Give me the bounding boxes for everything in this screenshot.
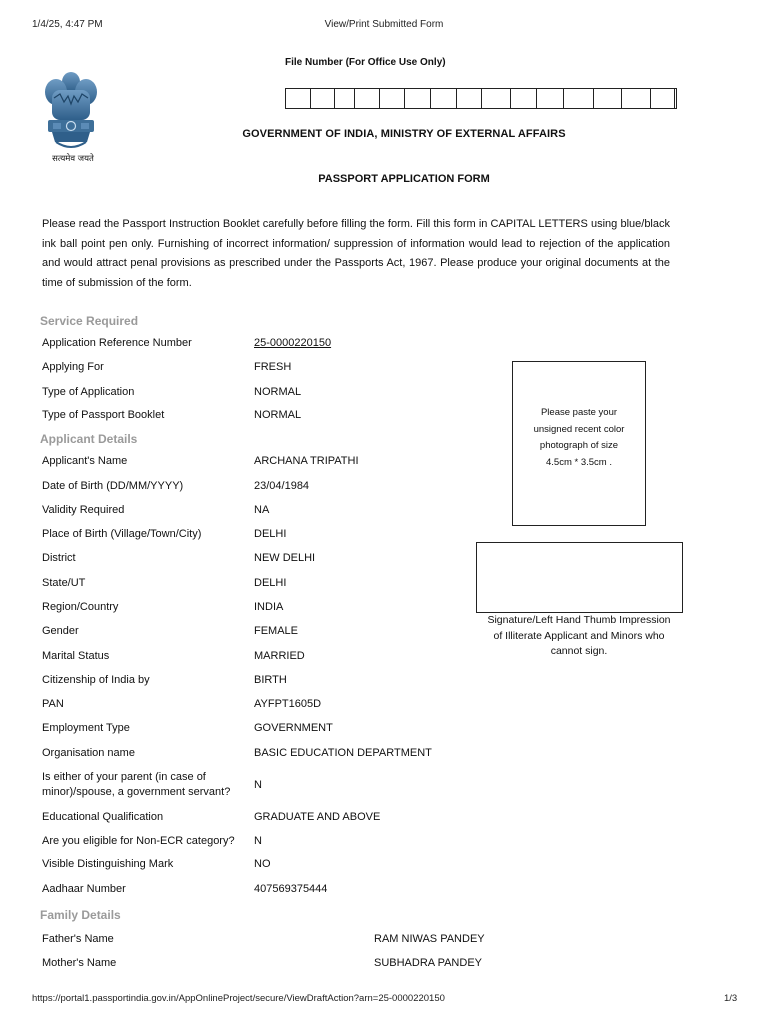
form-title: PASSPORT APPLICATION FORM [318, 173, 490, 185]
field-label: Validity Required [42, 504, 125, 516]
field-label: Organisation name [42, 747, 135, 759]
signature-caption-line: of Illiterate Applicant and Minors who [493, 629, 665, 642]
field-label: Type of Application [42, 386, 135, 398]
file-number-box[interactable] [286, 89, 311, 108]
file-number-box[interactable] [651, 89, 675, 108]
field-label: Place of Birth (Village/Town/City) [42, 528, 202, 540]
section-heading-service: Service Required [40, 314, 139, 328]
signature-box [476, 542, 683, 613]
field-value: BASIC EDUCATION DEPARTMENT [254, 747, 432, 759]
field-value: GOVERNMENT [254, 722, 333, 734]
file-number-box[interactable] [537, 89, 564, 108]
file-number-boxes[interactable] [285, 88, 677, 109]
photo-box [512, 361, 646, 526]
photo-instructions [513, 405, 645, 471]
file-number-box[interactable] [311, 89, 335, 108]
field-value: NO [254, 858, 271, 870]
field-value: NORMAL [254, 386, 302, 398]
application-reference-link[interactable]: 25-0000220150 [254, 337, 332, 349]
field-label: Employment Type [42, 722, 130, 734]
field-value: FRESH [254, 361, 292, 373]
field-value: RAM NIWAS PANDEY [374, 933, 485, 945]
field-label: District [42, 552, 76, 564]
field-value: NEW DELHI [254, 552, 316, 564]
file-number-box[interactable] [594, 89, 622, 108]
print-url: https://portal1.passportindia.gov.in/AppOnlineProject/secure/ViewDraftAction?arn=25-0000220150 [32, 993, 445, 1004]
field-value: NORMAL [254, 409, 302, 421]
file-number-box[interactable] [511, 89, 537, 108]
file-number-box[interactable] [355, 89, 380, 108]
field-value: 23/04/1984 [254, 480, 310, 492]
file-number-box[interactable] [622, 89, 651, 108]
photo-instruction-line: unsigned recent color [533, 423, 625, 435]
field-label: Are you eligible for Non-ECR category? [42, 835, 235, 847]
field-value: ARCHANA TRIPATHI [254, 455, 359, 467]
field-label: Aadhaar Number [42, 883, 126, 895]
field-label: Gender [42, 625, 79, 637]
field-label: Type of Passport Booklet [42, 409, 165, 421]
field-label: PAN [42, 698, 64, 710]
field-label: Educational Qualification [42, 811, 164, 823]
emblem-motto: सत्यमेव जयते [52, 154, 94, 164]
field-label: Application Reference Number [42, 337, 192, 349]
field-value: SUBHADRA PANDEY [374, 957, 482, 969]
photo-instruction-line: 4.5cm * 3.5cm . [546, 456, 612, 468]
file-number-box[interactable] [564, 89, 594, 108]
print-page-title: View/Print Submitted Form [324, 19, 444, 30]
file-number-box[interactable] [431, 89, 457, 108]
signature-caption-line: cannot sign. [550, 645, 608, 657]
field-value: AYFPT1605D [254, 698, 322, 710]
field-label: Applying For [42, 361, 104, 373]
field-value: BIRTH [254, 674, 287, 686]
field-value: 407569375444 [254, 883, 328, 895]
field-label: Applicant's Name [42, 455, 128, 467]
government-heading: GOVERNMENT OF INDIA, MINISTRY OF EXTERNAL AFFAIRS [242, 128, 566, 140]
file-number-label: File Number (For Office Use Only) [285, 57, 446, 68]
field-label: Region/Country [42, 601, 119, 613]
field-label: Date of Birth (DD/MM/YYYY) [42, 480, 184, 492]
field-label-line: minor)/spouse, a government servant? [42, 786, 231, 798]
file-number-box[interactable] [405, 89, 431, 108]
file-number-box[interactable] [675, 89, 676, 108]
field-label-line: Is either of your parent (in case of [42, 771, 206, 783]
print-page-number: 1/3 [724, 993, 738, 1004]
signature-caption [470, 613, 688, 660]
field-label: Visible Distinguishing Mark [42, 858, 174, 870]
field-label: Marital Status [42, 650, 110, 662]
signature-caption-line: Signature/Left Hand Thumb Impression [487, 614, 671, 626]
section-heading-applicant: Applicant Details [40, 432, 138, 446]
instructions-paragraph: Please read the Passport Instruction Booklet carefully before filling the form. Fill this form in CAPITAL LETTERS using blue/black ink ball point pen only. Furnishing of incorrect information/ suppression of information would lead to rejection of the application and would attract penal provisions as prescribed under the Passports Act, 1967. Please produce your original documents at the time of submission of the form. [42, 218, 670, 289]
photo-instruction-line: Please paste your [540, 407, 618, 418]
file-number-box[interactable] [335, 89, 355, 108]
field-value: INDIA [254, 601, 284, 613]
field-value: N [254, 779, 262, 791]
field-value: GRADUATE AND ABOVE [254, 811, 381, 823]
field-label: Father's Name [42, 933, 114, 945]
field-label: Citizenship of India by [42, 674, 150, 686]
file-number-box[interactable] [482, 89, 511, 108]
field-label: State/UT [42, 577, 86, 589]
field-value: NA [254, 504, 270, 516]
file-number-box[interactable] [457, 89, 482, 108]
section-heading-family: Family Details [40, 908, 121, 922]
file-number-box[interactable] [380, 89, 405, 108]
field-label-multiline [42, 770, 230, 800]
field-label: Mother's Name [42, 957, 117, 969]
field-value: FEMALE [254, 625, 299, 637]
field-value: DELHI [254, 528, 287, 540]
print-datetime: 1/4/25, 4:47 PM [32, 19, 103, 30]
field-value: DELHI [254, 577, 287, 589]
photo-instruction-line: photograph of size [539, 440, 619, 451]
field-value: N [254, 835, 262, 847]
field-value: MARRIED [254, 650, 305, 662]
